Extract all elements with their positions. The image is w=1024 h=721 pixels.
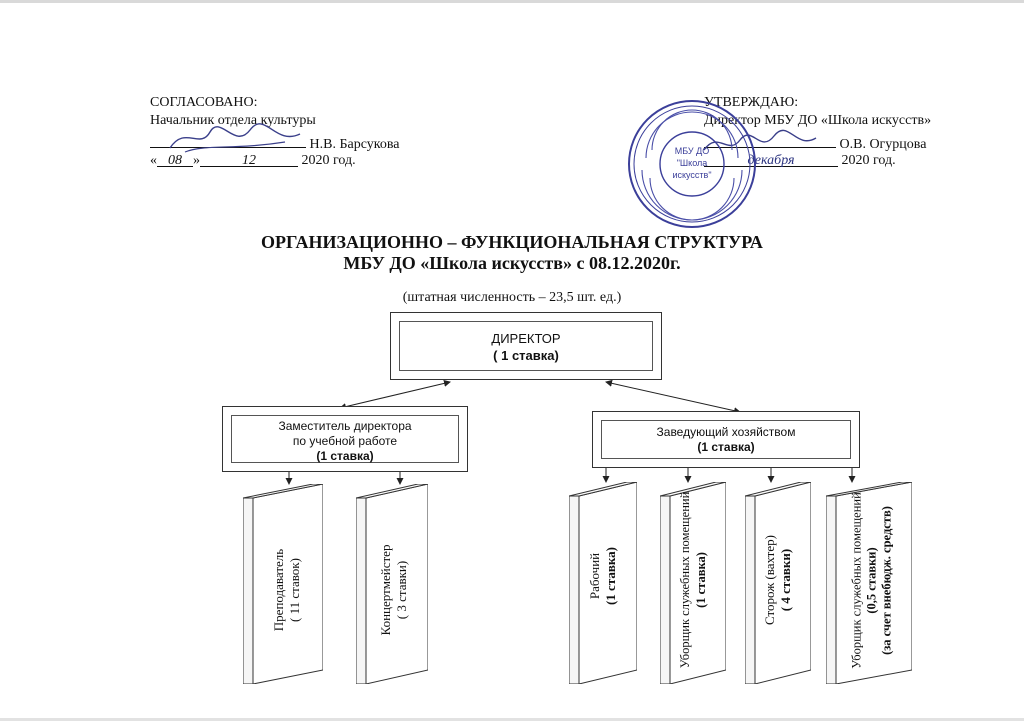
staff-prism-teacher (243, 484, 323, 684)
date-day: 08 (157, 152, 193, 167)
page-subtitle: МБУ ДО «Школа искусств» с 08.12.2020г. (343, 253, 681, 273)
staff-prism-cleaner (660, 482, 726, 684)
deputy-line2: по учебной работе (292, 434, 398, 448)
staff-label: Уборщик служебных помещений (678, 491, 692, 669)
staff-label: Концертмейстер (378, 544, 393, 636)
approve-position: Директор МБУ ДО «Школа искусств» (704, 113, 932, 128)
approve-date-month: декабря (704, 152, 838, 167)
staff-label: Уборщик служебных помещений (849, 492, 864, 669)
agreed-position: Начальник отдела культуры (150, 113, 316, 128)
staff-prism-cleaner-extra (826, 482, 912, 684)
director-rate: ( 1 ставка) (493, 348, 559, 363)
stamp-center-line1: МБУ ДО (674, 146, 710, 156)
director-box-inner (399, 321, 653, 371)
date-quote-open: « (150, 153, 157, 168)
agreed-name: Н.В. Барсукова (309, 137, 400, 152)
date-year: 2020 год. (301, 153, 356, 168)
staff-label: Рабочий (587, 552, 602, 600)
approve-label: УТВЕРЖДАЮ: (704, 95, 799, 110)
agreed-label: СОГЛАСОВАНО: (150, 95, 258, 110)
staff-teacher-text (271, 500, 303, 680)
staff-prism-worker (569, 482, 637, 684)
staff-rate: ( 4 ставки) (778, 548, 793, 612)
staff-accompanist-text (378, 500, 410, 680)
director-label: ДИРЕКТОР (491, 331, 561, 346)
manager-box (592, 411, 860, 468)
date-month: 12 (200, 152, 298, 167)
staff-rate: ( 11 ставок) (287, 558, 302, 622)
deputy-box (222, 406, 468, 472)
staff-rate: ( 3 ставки) (394, 560, 409, 620)
deputy-line1: Заместитель директора (278, 419, 412, 433)
staff-guard-text (762, 490, 794, 670)
staff-worker-text (587, 486, 619, 666)
date-quote-close: » (193, 153, 200, 168)
stamp-center-line3: искусств" (672, 170, 712, 180)
staff-rate: (1 ставка) (603, 546, 618, 606)
staff-cleaner-extra-text (850, 487, 895, 675)
staff-label: Сторож (вахтер) (762, 535, 777, 625)
staff-label: Преподаватель (271, 548, 286, 632)
director-box (390, 312, 662, 380)
staff-rate: (1 ставка) (694, 552, 708, 608)
staff-cleaner-text (677, 490, 709, 670)
staff-count: (штатная численность – 23,5 шт. ед.) (402, 290, 622, 305)
staff-rate: (0,5 ставки) (864, 547, 879, 614)
staff-prism-accompanist (356, 484, 428, 684)
approve-date-year: 2020 год. (841, 153, 896, 168)
page-title: ОРГАНИЗАЦИОННО – ФУНКЦИОНАЛЬНАЯ СТРУКТУРА (261, 232, 763, 252)
staff-note: (за счет внебюдж. средств) (879, 506, 894, 655)
approve-name: О.В. Огурцова (839, 137, 927, 152)
staff-prism-guard (745, 482, 811, 684)
manager-rate: (1 ставка) (697, 440, 755, 454)
deputy-rate: (1 ставка) (316, 449, 374, 463)
stamp-center-line2: "Школа (676, 158, 708, 168)
manager-label: Заведующий хозяйством (656, 425, 796, 439)
